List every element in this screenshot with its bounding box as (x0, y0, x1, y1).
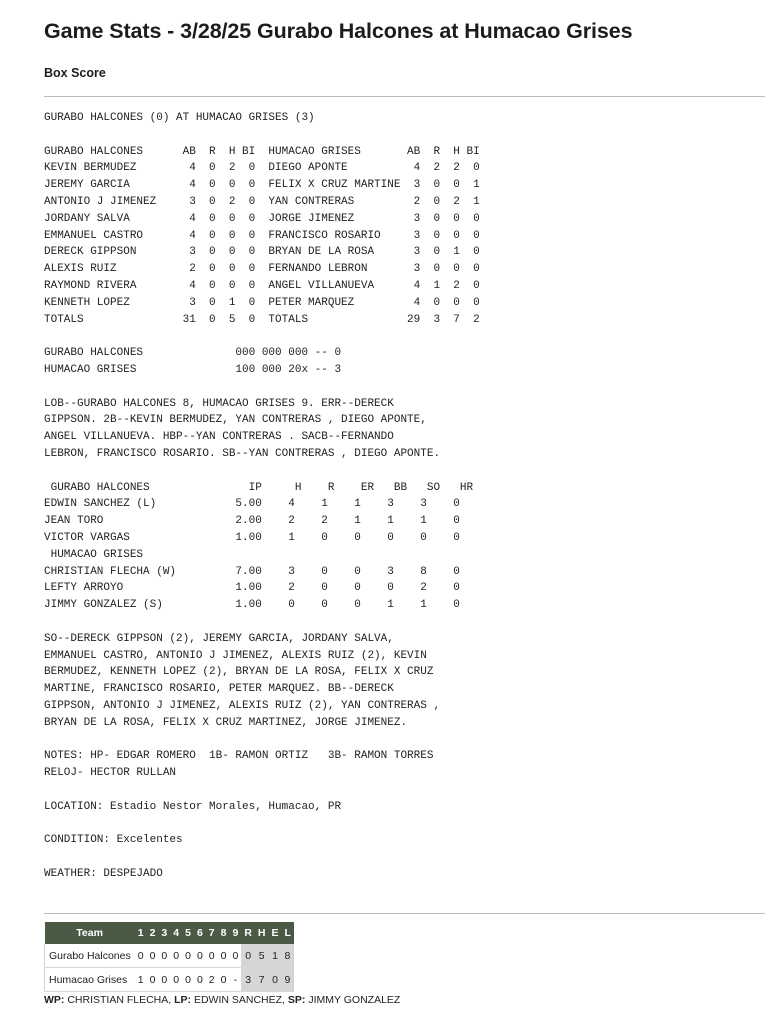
inning-score: 1 (135, 968, 147, 992)
boxscore-line: LEBRON, FRANCISCO ROSARIO. SB--YAN CONTRERAS , DIEGO APONTE. (44, 447, 441, 460)
boxscore-line: EDWIN SANCHEZ (L) 5.00 4 1 1 3 3 0 (44, 498, 460, 511)
boxscore-line: MARTINE, FRANCISCO ROSARIO, PETER MARQUEZ. BB--DERECK (44, 683, 394, 696)
linescore-header-cell: 2 (147, 922, 159, 944)
linescore-header-cell: 3 (158, 922, 170, 944)
boxscore-text (44, 110, 480, 883)
boxscore-line: HUMACAO GRISES 100 000 20x -- 3 (44, 363, 342, 376)
boxscore-line: ANGEL VILLANUEVA. HBP--YAN CONTRERAS . SACB--FERNANDO (44, 431, 394, 444)
inning-score: 0 (182, 968, 194, 992)
boxscore-line (44, 849, 480, 866)
boxscore-line: GURABO HALCONES AB R H BI HUMACAO GRISES AB R H BI (44, 145, 480, 158)
inning-score: 0 (206, 944, 218, 968)
divider-top (44, 96, 765, 97)
linescore-header-cell: 7 (206, 922, 218, 944)
linescore-header-cell: 1 (135, 922, 147, 944)
boxscore-line: GIPPSON. 2B--KEVIN BERMUDEZ, YAN CONTRERAS , DIEGO APONTE, (44, 414, 427, 427)
divider-bottom (44, 913, 765, 914)
linescore-team-name: Humacao Grises (45, 968, 135, 992)
linescore-header-cell: H (255, 922, 269, 944)
winning-pitcher: CHRISTIAN FLECHA, (67, 994, 172, 1006)
inning-score: 0 (158, 944, 170, 968)
boxscore-line: LEFTY ARROYO 1.00 2 0 0 0 2 0 (44, 582, 460, 595)
linescore-header-cell: 9 (229, 922, 241, 944)
boxscore-line: NOTES: HP- EDGAR ROMERO 1B- RAMON ORTIZ 3B- RAMON TORRES (44, 750, 434, 763)
pitcher-decisions (44, 994, 400, 1006)
total-runs: 0 (241, 944, 255, 968)
boxscore-line: CHRISTIAN FLECHA (W) 7.00 3 0 0 3 8 0 (44, 565, 460, 578)
boxscore-line (44, 328, 480, 345)
boxscore-line: EMMANUEL CASTRO 4 0 0 0 FRANCISCO ROSARIO 3 0 0 0 (44, 229, 480, 242)
page-title: Game Stats - 3/28/25 Gurabo Halcones at Humacao Grises (44, 19, 633, 43)
inning-score: 0 (229, 944, 241, 968)
boxscore-line: GURABO HALCONES (0) AT HUMACAO GRISES (3) (44, 112, 315, 124)
boxscore-line: KEVIN BERMUDEZ 4 0 2 0 DIEGO APONTE 4 2 2 0 (44, 162, 480, 175)
boxscore-line: GIPPSON, ANTONIO J JIMENEZ, ALEXIS RUIZ (2), YAN CONTRERAS , (44, 699, 441, 712)
inning-score: 0 (218, 968, 230, 992)
linescore-header-row (45, 922, 294, 944)
boxscore-line: JEAN TORO 2.00 2 2 1 1 1 0 (44, 515, 460, 528)
boxscore-line: SO--DERECK GIPPSON (2), JEREMY GARCIA, JORDANY SALVA, (44, 632, 394, 645)
linescore-row-humacao (45, 968, 294, 992)
boxscore-line (44, 379, 480, 396)
inning-score: 0 (170, 944, 182, 968)
boxscore-line: BRYAN DE LA ROSA, FELIX X CRUZ MARTINEZ, JORGE JIMENEZ. (44, 716, 408, 729)
linescore-header-cell: 4 (170, 922, 182, 944)
losing-pitcher: EDWIN SANCHEZ, (193, 994, 285, 1006)
boxscore-line (44, 731, 480, 748)
sp-label: SP: (287, 994, 306, 1006)
boxscore-line: JORDANY SALVA 4 0 0 0 JORGE JIMENEZ 3 0 0 0 (44, 212, 480, 225)
boxscore-line: LOB--GURABO HALCONES 8, HUMACAO GRISES 9. ERR--DERECK (44, 397, 394, 410)
boxscore-line: DERECK GIPPSON 3 0 0 0 BRYAN DE LA ROSA 3 0 1 0 (44, 246, 480, 259)
total-hits: 5 (255, 944, 269, 968)
linescore-header-cell: 6 (194, 922, 206, 944)
inning-score: 0 (194, 944, 206, 968)
total-lob: 8 (282, 944, 294, 968)
linescore-header-cell: 8 (218, 922, 230, 944)
section-subtitle: Box Score (44, 66, 106, 80)
inning-score: 0 (170, 968, 182, 992)
linescore-header-cell: L (282, 922, 294, 944)
boxscore-line: VICTOR VARGAS 1.00 1 0 0 0 0 0 (44, 531, 460, 544)
boxscore-line: JIMMY GONZALEZ (S) 1.00 0 0 0 1 1 0 (44, 599, 460, 612)
boxscore-line (44, 782, 480, 799)
boxscore-line: EMMANUEL CASTRO, ANTONIO J JIMENEZ, ALEXIS RUIZ (2), KEVIN (44, 649, 427, 662)
boxscore-line: GURABO HALCONES 000 000 000 -- 0 (44, 347, 342, 360)
total-runs: 3 (241, 968, 255, 992)
boxscore-line: WEATHER: DESPEJADO (44, 867, 163, 880)
boxscore-line: ANTONIO J JIMENEZ 3 0 2 0 YAN CONTRERAS 2 0 2 1 (44, 195, 480, 208)
inning-score: - (229, 968, 241, 992)
inning-score: 0 (147, 944, 159, 968)
linescore-header-cell: E (269, 922, 282, 944)
boxscore-line: KENNETH LOPEZ 3 0 1 0 PETER MARQUEZ 4 0 0 0 (44, 296, 480, 309)
save-pitcher: JIMMY GONZALEZ (308, 994, 401, 1006)
boxscore-line: ALEXIS RUIZ 2 0 0 0 FERNANDO LEBRON 3 0 0 0 (44, 263, 480, 276)
inning-score: 0 (147, 968, 159, 992)
boxscore-line: GURABO HALCONES IP H R ER BB SO HR (44, 481, 474, 494)
total-lob: 9 (282, 968, 294, 992)
boxscore-line: CONDITION: Excelentes (44, 834, 183, 847)
boxscore-line: BERMUDEZ, KENNETH LOPEZ (2), BRYAN DE LA ROSA, FELIX X CRUZ (44, 666, 434, 679)
boxscore-line: RELOJ- HECTOR RULLAN (44, 767, 177, 780)
boxscore-line: RAYMOND RIVERA 4 0 0 0 ANGEL VILLANUEVA 4 1 2 0 (44, 279, 480, 292)
linescore-header-team: Team (45, 922, 135, 944)
total-errors: 1 (269, 944, 282, 968)
lp-label: LP: (174, 994, 192, 1006)
total-errors: 0 (269, 968, 282, 992)
linescore-header-cell: R (241, 922, 255, 944)
boxscore-line (44, 614, 480, 631)
linescore-row-gurabo (45, 944, 294, 968)
boxscore-line: TOTALS 31 0 5 0 TOTALS 29 3 7 2 (44, 313, 480, 326)
boxscore-line: LOCATION: Estadio Nestor Morales, Humacao, PR (44, 800, 342, 813)
total-hits: 7 (255, 968, 269, 992)
boxscore-line (44, 127, 480, 144)
inning-score: 0 (218, 944, 230, 968)
inning-score: 0 (194, 968, 206, 992)
wp-label: WP: (44, 994, 65, 1006)
boxscore-line (44, 463, 480, 480)
inning-score: 0 (135, 944, 147, 968)
linescore-table (44, 922, 294, 992)
boxscore-line: JEREMY GARCIA 4 0 0 0 FELIX X CRUZ MARTINE 3 0 0 1 (44, 179, 480, 192)
boxscore-line: HUMACAO GRISES (44, 548, 144, 561)
linescore-team-name: Gurabo Halcones (45, 944, 135, 968)
linescore-header-cell: 5 (182, 922, 194, 944)
boxscore-line (44, 815, 480, 832)
inning-score: 2 (206, 968, 218, 992)
inning-score: 0 (158, 968, 170, 992)
inning-score: 0 (182, 944, 194, 968)
